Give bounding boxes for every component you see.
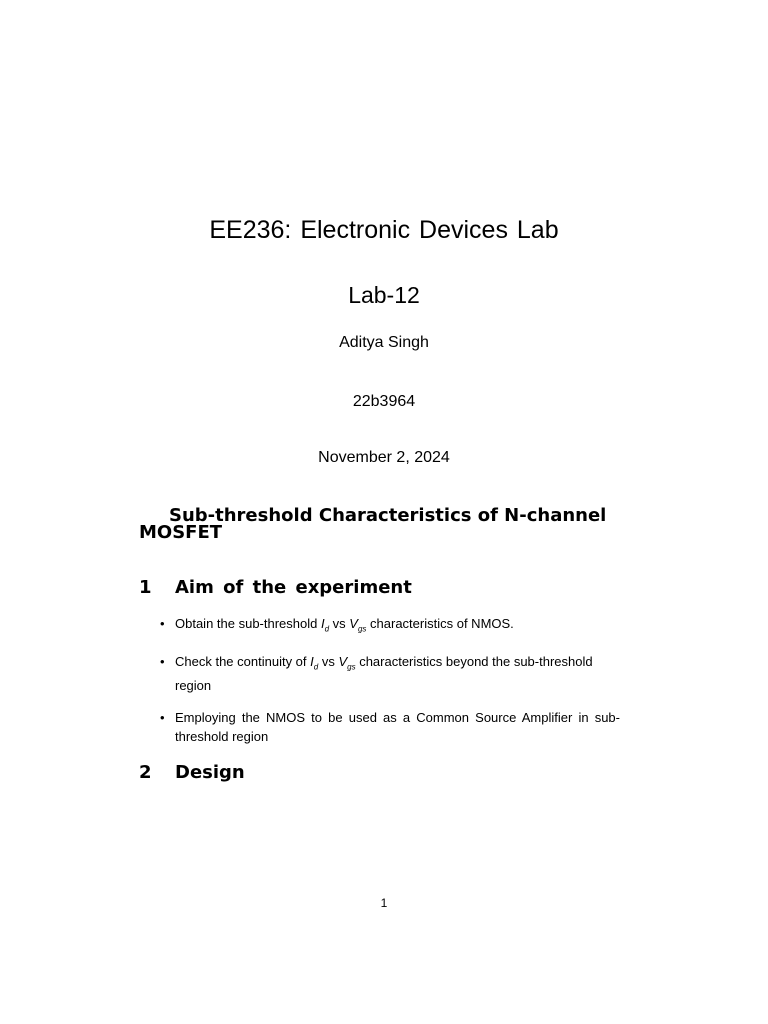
document-title: EE236: Electronic Devices Lab [209, 216, 559, 244]
author-name: Aditya Singh [339, 334, 429, 351]
bullet-icon: • [160, 710, 165, 726]
section-title: Design [175, 762, 245, 783]
bullet-icon: • [160, 616, 165, 631]
section-heading-aim [139, 577, 412, 598]
section-number: 2 [139, 762, 152, 783]
lab-number: Lab-12 [348, 282, 420, 308]
bullet-text: Employing the NMOS to be used as a Common Source Amplifier in sub-threshold region [175, 710, 620, 745]
list-item [160, 708, 620, 746]
section-heading-design [139, 762, 245, 783]
bullet-text: Obtain the sub-threshold $I_d$ vs $V_{gs}$ characteristics of NMOS. [175, 616, 514, 634]
list-item [160, 652, 620, 696]
section-title: Aim of the experiment [175, 577, 412, 598]
page-number: 1 [380, 896, 388, 910]
bullet-icon: • [160, 653, 165, 669]
aim-bullet-list [160, 614, 620, 759]
paper-title: Sub-threshold Characteristics of N-channel MOSFET [139, 505, 607, 543]
section-number: 1 [139, 577, 152, 598]
bullet-text: Check the continuity of $I_d$ vs $V_{gs}$ characteristics beyond the sub-threshold region [175, 653, 593, 694]
list-item [160, 614, 620, 639]
roll-number: 22b3964 [352, 393, 416, 410]
document-date: November 2, 2024 [318, 449, 450, 466]
